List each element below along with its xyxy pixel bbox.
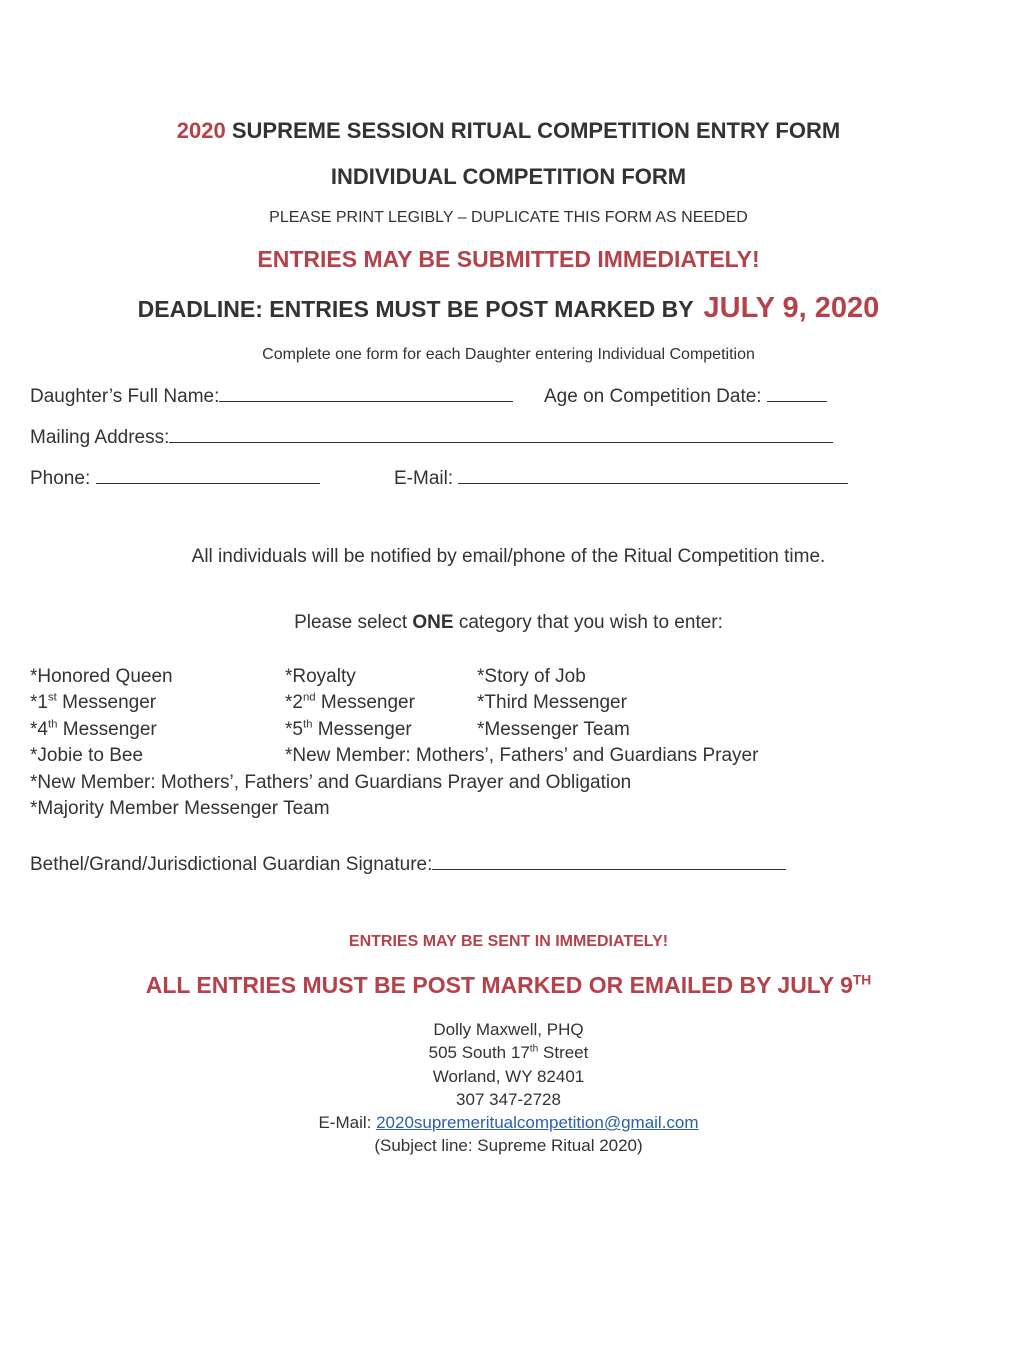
first-messenger-num: *1	[30, 692, 48, 713]
deadline-prefix: DEADLINE: ENTRIES MUST BE POST MARKED BY	[137, 296, 694, 322]
deadline-date: JULY 9, 2020	[703, 292, 880, 324]
first-messenger-text: Messenger	[56, 692, 157, 713]
contact-email-link[interactable]: 2020supremeritualcompetition@gmail.com	[376, 1113, 699, 1132]
fourth-messenger-text: Messenger	[57, 719, 157, 740]
print-instructions: PLEASE PRINT LEGIBLY – DUPLICATE THIS FORM AS NEEDED	[269, 209, 748, 226]
full-name-field[interactable]	[219, 383, 513, 402]
signature-label: Bethel/Grand/Jurisdictional Guardian Signature:	[30, 854, 433, 875]
signature-row	[30, 851, 786, 876]
subject-line-note: (Subject line: Supreme Ritual 2020)	[374, 1136, 643, 1155]
category-new-member-prayer-obligation[interactable]: *New Member: Mothers’, Fathers’ and Guardians Prayer and Obligation	[30, 772, 632, 793]
contact-street	[0, 1043, 1017, 1063]
address-field[interactable]	[169, 424, 833, 443]
title-year: 2020	[176, 118, 226, 143]
contact-email-label: E-Mail:	[318, 1113, 377, 1132]
select-emphasis: ONE	[412, 612, 454, 633]
phone-field[interactable]	[96, 465, 320, 484]
sent-immediately-notice: ENTRIES MAY BE SENT IN IMMEDIATELY!	[348, 933, 669, 950]
email-row	[394, 465, 848, 490]
street-sup: th	[529, 1043, 539, 1055]
category-messenger-team[interactable]: *Messenger Team	[477, 719, 630, 740]
select-category-prompt	[0, 612, 1017, 634]
contact-phone: 307 347-2728	[456, 1090, 561, 1109]
form-subtitle: INDIVIDUAL COMPETITION FORM	[330, 164, 687, 189]
select-suffix: category that you wish to enter:	[453, 612, 723, 633]
contact-email-row	[0, 1113, 1017, 1133]
full-name-row	[30, 383, 513, 408]
age-field[interactable]	[767, 383, 827, 402]
phone-row	[30, 465, 320, 490]
age-label: Age on Competition Date:	[544, 386, 762, 407]
final-deadline	[0, 972, 1017, 999]
fifth-messenger-sup: th	[302, 718, 313, 731]
email-field[interactable]	[458, 465, 848, 484]
email-label: E-Mail:	[394, 468, 454, 489]
second-messenger-text: Messenger	[315, 692, 415, 713]
category-fourth-messenger[interactable]	[30, 719, 157, 741]
contact-city: Worland, WY 82401	[432, 1067, 585, 1086]
complete-form-note: Complete one form for each Daughter entering Individual Competition	[262, 346, 755, 363]
notification-note: All individuals will be notified by email/phone of the Ritual Competition time.	[191, 546, 826, 567]
title-text: SUPREME SESSION RITUAL COMPETITION ENTRY FORM	[231, 118, 841, 143]
category-honored-queen[interactable]: *Honored Queen	[30, 666, 173, 687]
category-jobie-to-bee[interactable]: *Jobie to Bee	[30, 745, 144, 766]
deadline-line	[0, 292, 1017, 325]
category-majority-member[interactable]: *Majority Member Messenger Team	[30, 798, 330, 819]
select-prefix: Please select	[294, 612, 413, 633]
first-messenger-sup: st	[47, 691, 57, 704]
second-messenger-num: *2	[285, 692, 303, 713]
address-row	[30, 424, 833, 449]
fifth-messenger-num: *5	[285, 719, 303, 740]
fourth-messenger-num: *4	[30, 719, 48, 740]
street-suffix: Street	[538, 1043, 589, 1062]
category-first-messenger[interactable]	[30, 692, 156, 714]
signature-field[interactable]	[432, 851, 786, 870]
category-story-of-job[interactable]: *Story of Job	[477, 666, 586, 687]
contact-name: Dolly Maxwell, PHQ	[433, 1020, 584, 1039]
category-fifth-messenger[interactable]	[285, 719, 412, 741]
category-royalty[interactable]: *Royalty	[285, 666, 356, 687]
second-messenger-sup: nd	[302, 691, 316, 704]
full-name-label: Daughter’s Full Name:	[30, 386, 220, 407]
category-second-messenger[interactable]	[285, 692, 415, 714]
category-third-messenger[interactable]: *Third Messenger	[477, 692, 627, 713]
street-number: 505 South 17	[428, 1043, 530, 1062]
fifth-messenger-text: Messenger	[312, 719, 412, 740]
final-deadline-text: ALL ENTRIES MUST BE POST MARKED OR EMAILED BY JULY 9	[145, 972, 853, 998]
category-new-member-prayer[interactable]: *New Member: Mothers’, Fathers’ and Guardians Prayer	[285, 745, 759, 766]
phone-label: Phone:	[30, 468, 91, 489]
address-label: Mailing Address:	[30, 427, 170, 448]
form-title	[0, 118, 1017, 144]
submit-immediately-notice: ENTRIES MAY BE SUBMITTED IMMEDIATELY!	[257, 246, 760, 272]
age-row	[544, 383, 827, 408]
fourth-messenger-sup: th	[47, 718, 58, 731]
final-deadline-sup: TH	[852, 972, 872, 988]
